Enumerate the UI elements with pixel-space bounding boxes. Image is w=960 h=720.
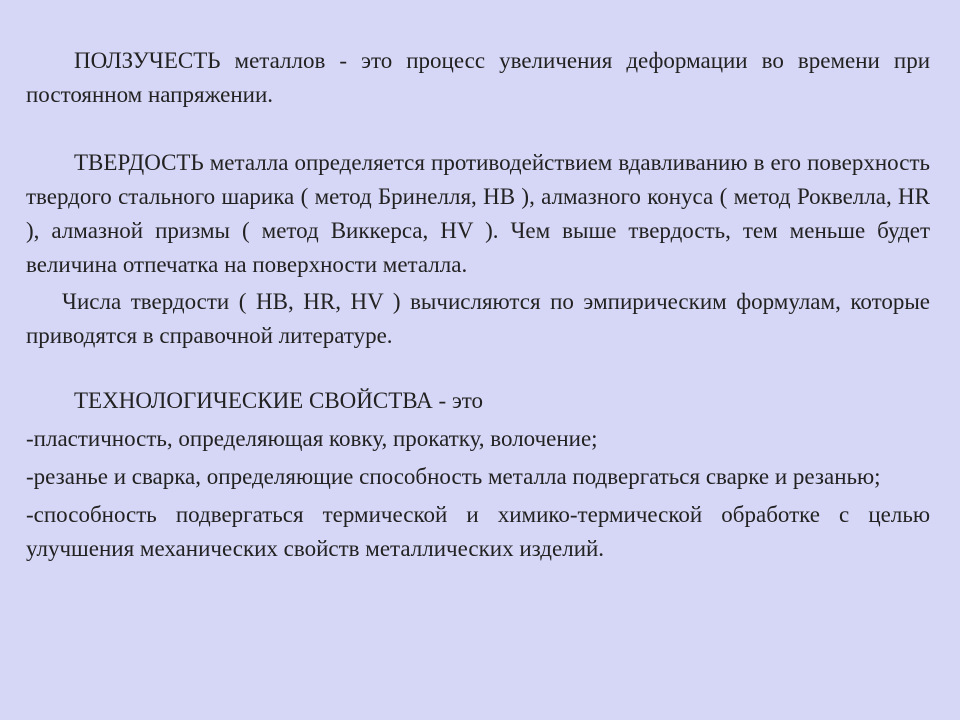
list-item-plasticity: -пластичность, определяющая ковку, прокатку, волочение;	[26, 426, 598, 451]
hardness-paragraph: ТВЕРДОСТЬ металла определяется противодействием вдавливанию в его поверхность твердого стального шарика ( метод Бринелля, НВ ), алмазного конуса ( метод Роквелла, HR ), алмазной призмы ( метод Виккерса, HV ). Чем выше твердость, тем меньше будет величина отпечатка на поверхности металла.	[26, 150, 930, 277]
list-item-heat-treatment: -способность подвергаться термической и химико-термической обработке с целью улучшения механических свойств металлических изделий.	[26, 502, 930, 561]
creep-paragraph: ПОЛЗУЧЕСТЬ металлов - это процесс увеличения деформации во времени при постоянном напряжении.	[26, 48, 930, 107]
hardness-numbers-paragraph: Числа твердости ( НВ, HR, HV ) вычисляются по эмпирическим формулам, которые приводятся в справочной литературе.	[26, 289, 930, 348]
slide-content	[26, 44, 930, 566]
list-item-cutting-welding: -резанье и сварка, определяющие способность металла подвергаться сварке и резанью;	[26, 464, 881, 489]
tech-properties-heading: ТЕХНОЛОГИЧЕСКИЕ СВОЙСТВА - это	[74, 388, 484, 413]
